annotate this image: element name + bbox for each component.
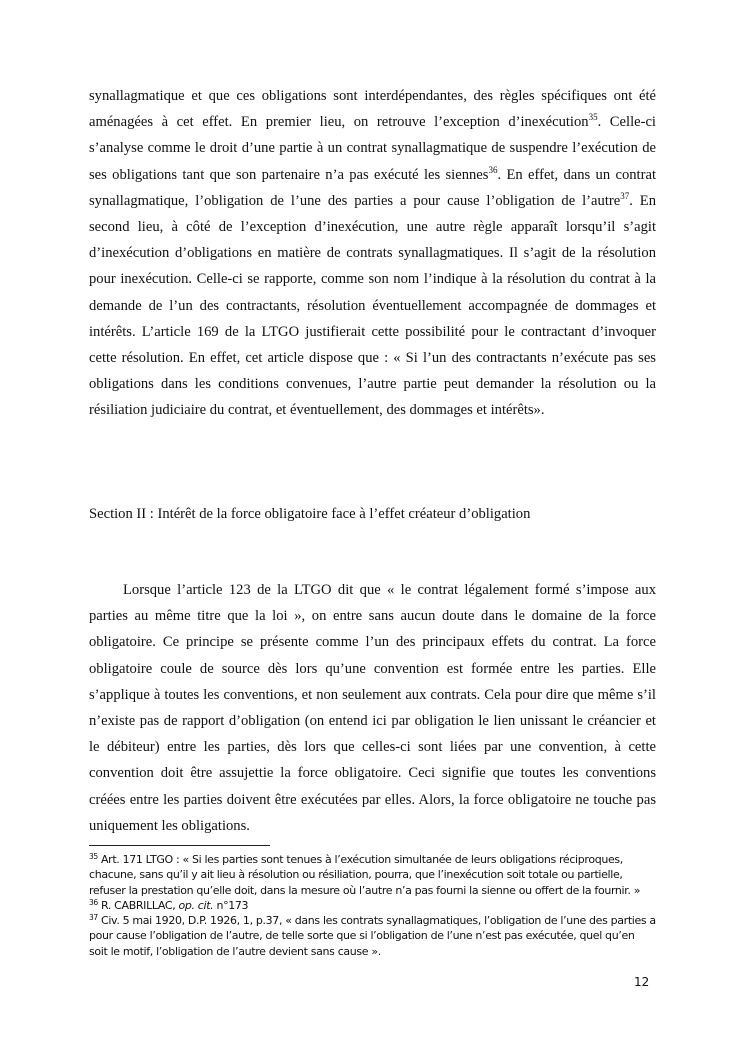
footnote-op-cit: op. cit. <box>178 898 214 912</box>
footnote-37 <box>89 913 656 959</box>
footnote-text: n°173 <box>213 898 249 912</box>
footnote-35 <box>89 852 656 898</box>
section-heading: Section II : Intérêt de la force obligatoire face à l’effet créateur d’obligation <box>89 506 531 522</box>
paragraph-1-text-d: . En second lieu, à côté de l’exception d’inexécution, une autre règle apparaît lorsqu’il s’agit d’inexécution d’obligations en matière de contrats synallagmatiques. Il s’agit de la résolution pour inexécution. Celle-ci se rapporte, comme son nom l’indique à la résolution du contrat à la demande de l’un des contractants, résolution éventuellement accompagnée de dommages et intérêts. L’article 169 de la LTGO justifierait cette possibilité pour le contractant d’invoquer cette résolution. En effet, cet article dispose que : « Si l’un des contractants n’exécute pas ses obligations dans les conditions convenues, l’autre partie peut demander la résolution ou la résiliation judiciaire du contrat, et éventuellement, des dommages et intérêts». <box>89 192 656 419</box>
footnote-number: 36 <box>89 897 98 907</box>
paragraph-1-text-a: synallagmatique et que ces obligations sont interdépendantes, des règles spécifiques ont été aménagées à cet effet. En premier lieu, on retrouve l’exception d’inexécution <box>89 88 656 131</box>
page-number: 12 <box>634 975 650 989</box>
body-paragraph-2: Lorsque l’article 123 de la LTGO dit que « le contrat légalement formé s’impose aux parties au même titre que la loi », on entre sans aucun doute dans le domaine de la force obligatoire. Ce principe se présente comme l’un des principaux effets du contrat. La force obligatoire coule de source dès lors qu’une convention est formée entre les parties. Elle s’applique à toutes les conventions, et non seulement aux contrats. Cela pour dire que même s’il n’existe pas de rapport d’obligation (on entend ici par obligation le lien unissant le créancier et le débiteur) entre les parties, dès lors que celles-ci sont liées par une convention, à cette convention doit être assujettie la force obligatoire. Ceci signifie que toutes les conventions créées entre les parties doivent être exécutées par elles. Alors, la force obligatoire ne touche pas uniquement les obligations. <box>89 582 656 834</box>
footnote-author: R. CABRILLAC, <box>97 898 179 912</box>
paragraph-1-text-c: . En effet, dans un contrat synallagmatique, l’obligation de l’une des parties a pour cause l’obligation de l’autre <box>89 166 656 209</box>
footnotes <box>89 852 656 959</box>
body-paragraph-1 <box>89 83 656 424</box>
footnote-number: 35 <box>89 852 98 861</box>
footnote-text: Art. 171 LTGO : « Si les parties sont tenues à l’exécution simultanée de leurs obligations réciproques, chacune, sans qu’il y ait lieu à résolution ou résiliation, pourra, que l’inexécution soit totale ou partielle, refuser la prestation qu’elle doit, dans la mesure où l’autre n’a pas fourni la sienne ou offert de la fournir. » <box>89 853 641 897</box>
footnote-ref-35[interactable]: 35 <box>588 112 598 123</box>
footnote-ref-37[interactable]: 37 <box>620 190 630 201</box>
paragraph-1-text-b: . Celle-ci s’analyse comme le droit d’une partie à un contrat synallagmatique de suspendre l’exécution de ses obligations tant que son partenaire n’a pas exécuté les siennes <box>89 114 656 183</box>
footnote-36 <box>89 898 656 913</box>
footnote-number: 37 <box>89 913 98 923</box>
footnote-text: Civ. 5 mai 1920, D.P. 1926, 1, p.37, « dans les contrats synallagmatiques, l’obligation de l’une des parties a pour cause l’obligation de l’autre, de telle sorte que si l’obligation de l’une n’est pas exécutée, quel qu’en soit le motif, l’obligation de l’autre devient sans cause ». <box>89 914 656 958</box>
footnote-separator <box>89 845 270 846</box>
footnote-ref-36[interactable]: 36 <box>488 164 498 175</box>
